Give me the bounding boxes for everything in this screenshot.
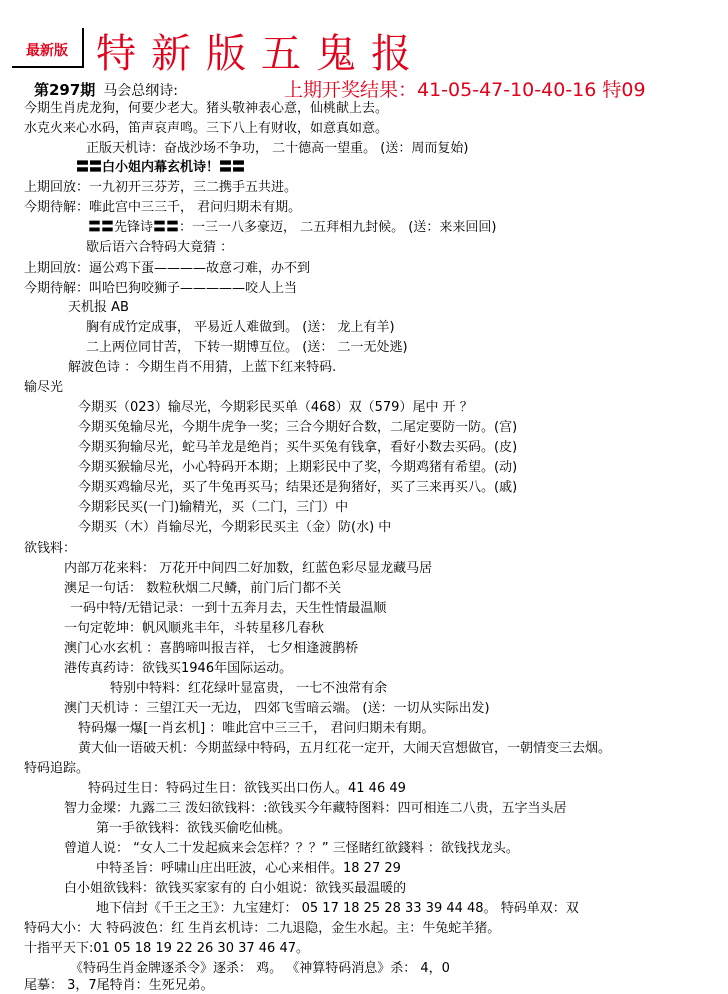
text-line: 特码过生日：特码过生日：欲钱买出口伤人。41 46 49 bbox=[88, 781, 406, 796]
text-line: 二上两位同甘苦， 下转一期博互位。 (送： 二一无处逃) bbox=[86, 340, 408, 355]
text-line: 上期回放：一九初开三芬芳，三二携手五共进。 bbox=[24, 180, 298, 195]
latest-edition-label: 最新版 bbox=[26, 43, 68, 59]
issue-number: 第297期 bbox=[34, 81, 96, 99]
text-line: 中特圣旨：呼啸山庄出旺波，心心来相伴。18 27 29 bbox=[96, 861, 401, 876]
page-title: 特新版五鬼报 bbox=[96, 31, 426, 77]
text-line: 今期待解：叫哈巴狗咬狮子—————咬人上当 bbox=[24, 281, 298, 296]
text-line: 〓〓先锋诗〓〓：一三一八多豪迈， 二五拜相九封候。 (送：来来回回) bbox=[88, 220, 497, 235]
poem-label: 马会总纲诗: bbox=[103, 83, 179, 99]
text-line: 特别中特料：红花绿叶显富贵， 一七不浊常有余 bbox=[110, 681, 388, 696]
text-line: 正版天机诗：奋战沙场不争功， 二十德高一望重。 (送：周而复始) bbox=[86, 141, 469, 156]
text-line: 一码中特/无错记录：一到十五奔月去，天生性情最温顺 bbox=[70, 601, 387, 616]
text-line: 今期买猴输尽光，小心特码开本期；上期彩民中了奖，今期鸡猪有希望。(动) bbox=[78, 460, 518, 475]
text-line: 内部万花来料： 万花开中间四二好加数，红蓝色彩尽显龙藏马居 bbox=[64, 561, 433, 576]
text-line: 今期买兔输尽光，今期牛虎争一奖；三合今期好合数，二尾定要防一防。(宫) bbox=[78, 420, 518, 435]
text-line: 天机报 AB bbox=[68, 300, 129, 315]
text-line: 今期买鸡输尽光，买了牛兔再买马；结果还是狗猪好，买了三来再买八。(戚) bbox=[78, 480, 518, 495]
text-line: 今期彩民买(一门)输精光，买（二门，三门）中 bbox=[78, 500, 349, 515]
text-line: 上期回放：逼公鸡下蛋————故意刁难，办不到 bbox=[24, 261, 311, 276]
text-line: 澳门天机诗 ：三望江天一无边， 四郊飞雪暗云端。 (送：一切从实际出发) bbox=[64, 701, 490, 716]
text-line: 地下信封《千王之王》：九宝建灯： 05 17 18 25 28 33 39 44 48。 特码单双：双 bbox=[96, 901, 579, 916]
text-line: 歇后语六合特码大竟猜 ： bbox=[86, 240, 234, 255]
text-line: 十指平天下:01 05 18 19 22 26 30 37 46 47。 bbox=[24, 941, 309, 956]
text-line: 港传真药诗：欲钱买1946年国际运动。 bbox=[64, 661, 293, 676]
text-line: 输尽光 bbox=[24, 380, 64, 395]
text-line: 澳足一句话： 数粒秋烟二尺鳞，前门后门都不关 bbox=[64, 581, 342, 596]
text-line: 《特码生肖金牌逐杀令》逐杀： 鸡。 《神算特码消息》杀： 4，0 bbox=[70, 961, 450, 976]
text-line: 解波色诗 ：今期生肖不用猜，上蓝下红来特码. bbox=[68, 360, 337, 375]
text-line: 〓〓白小姐内幕玄机诗！〓〓 bbox=[76, 160, 246, 175]
text-line: 尾摹： 3，7尾特肖：生死兄弟。 bbox=[24, 978, 214, 993]
text-line: 曾道人说： “女人二十发起疯来会怎样？？？” 三怪睹红欲錢料 ：欲钱找龙头。 bbox=[64, 841, 519, 856]
text-line: 黄大仙一语破天机：今期蓝绿中特码，五月红花一定开，大闹天宫想做官，一朝情变三去烟。 bbox=[78, 741, 612, 756]
text-line: 第一手欲钱料：欲钱买偷吃仙桃。 bbox=[96, 821, 292, 836]
text-line: 胸有成竹定成事， 平易近人难做到。 (送： 龙上有羊) bbox=[86, 320, 395, 335]
text-line: 特码追踪。 bbox=[24, 761, 90, 776]
text-line: 特码大小：大 特码波色：红 生肖玄机诗：二九退隐，金生水起。主：牛兔蛇羊猪。 bbox=[24, 921, 501, 936]
text-line: 特码爆一爆[一肖玄机] ：唯此宫中三三千， 君问归期未有期。 bbox=[78, 721, 435, 736]
text-line: 智力金墚：九露二三 泼妇欲钱料：:欲钱买今年藏特图料：四可相连二八贵，五字当头居 bbox=[64, 801, 567, 816]
text-line: 白小姐欲钱料：欲钱买家家有的 白小姐说：欲钱买最温暖的 bbox=[64, 881, 407, 896]
text-line: 今期买（木）肖输尽光，今期彩民买主（金）防(水) 中 bbox=[78, 520, 392, 535]
text-line: 今期买狗输尽光，蛇马羊龙是绝肖；买牛买兔有钱拿，看好小数去买码。(皮) bbox=[78, 440, 518, 455]
text-line: 一句定乾坤：帆风顺兆丰年，斗转星移几春秋 bbox=[64, 621, 325, 636]
text-line: 今期待解：唯此宫中三三千， 君问归期未有期。 bbox=[24, 200, 302, 215]
text-line: 欲钱料： bbox=[24, 541, 77, 556]
text-line: 今期生肖虎龙狗，何要少老大。猪头敬神表心意，仙桃献上去。 bbox=[24, 101, 389, 116]
text-line: 水克火来心水码，笛声哀声鸣。三下八上有财收，如意真如意。 bbox=[24, 121, 389, 136]
latest-edition-badge bbox=[12, 28, 84, 68]
text-line: 澳门心水玄机 ：喜鹊啼叫报吉祥， 七夕相逢渡鹊桥 bbox=[64, 641, 359, 656]
text-line: 今期买（023）输尽光，今期彩民买单（468）双（579）尾中 开 ？ bbox=[78, 400, 473, 415]
last-draw-result: 上期开奖结果：41-05-47-10-40-16 特09 bbox=[284, 79, 646, 101]
issue-heading bbox=[34, 79, 178, 100]
